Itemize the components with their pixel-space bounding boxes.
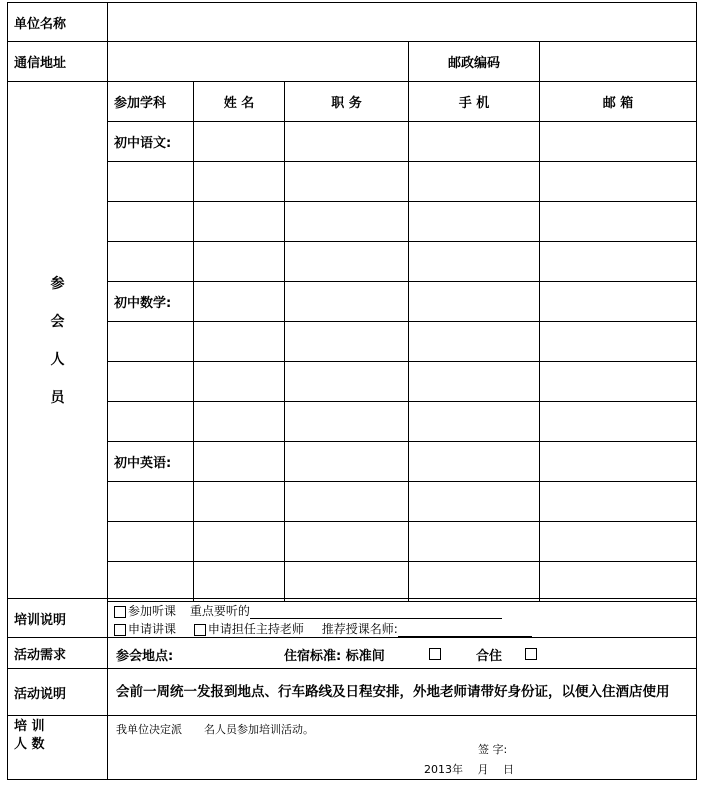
attendee-position-cell[interactable] xyxy=(284,321,409,362)
training-options xyxy=(107,598,697,638)
attendee-position-cell[interactable] xyxy=(284,481,409,522)
attendees-label: 参 会 人 员 xyxy=(7,81,108,599)
attendee-mobile-cell[interactable] xyxy=(408,561,540,602)
attendee-position-cell[interactable] xyxy=(284,201,409,242)
attendee-email-cell[interactable] xyxy=(539,201,697,242)
attendee-position-cell[interactable] xyxy=(284,241,409,282)
header-name: 姓 名 xyxy=(193,81,285,122)
attendee-mobile-cell[interactable] xyxy=(408,161,540,202)
attendee-mobile-cell[interactable] xyxy=(408,201,540,242)
attendee-position-cell[interactable] xyxy=(284,401,409,442)
signature-label: 签 字: xyxy=(478,743,508,756)
subject-label: 初中英语: xyxy=(107,441,194,482)
address-label: 通信地址 xyxy=(7,41,108,82)
attendee-mobile-cell[interactable] xyxy=(408,401,540,442)
attendee-name-cell[interactable] xyxy=(193,361,285,402)
header-position: 职 务 xyxy=(284,81,409,122)
attendee-name-cell[interactable] xyxy=(193,321,285,362)
attendee-email-cell[interactable] xyxy=(539,281,697,322)
recommend-teacher-label: 推荐授课名师: xyxy=(321,622,398,636)
attendee-mobile-cell[interactable] xyxy=(408,361,540,402)
attendee-subject-cell[interactable] xyxy=(107,561,194,602)
address-field[interactable] xyxy=(107,41,409,82)
attendee-position-cell[interactable] xyxy=(284,361,409,402)
unit-name-label: 单位名称 xyxy=(7,2,108,42)
postcode-field[interactable] xyxy=(539,41,697,82)
subject-label: 初中数学: xyxy=(107,281,194,322)
postcode-label: 邮政编码 xyxy=(408,41,540,82)
unit-name-field[interactable] xyxy=(107,2,697,42)
activity-desc-label: 活动说明 xyxy=(7,668,108,716)
attendee-email-cell[interactable] xyxy=(539,561,697,602)
attendee-mobile-cell[interactable] xyxy=(408,521,540,562)
attendee-mobile-cell[interactable] xyxy=(408,281,540,322)
activity-req-label: 活动需求 xyxy=(7,637,108,669)
focus-topic-field[interactable] xyxy=(250,606,502,619)
shared-room-label: 合住 xyxy=(476,649,503,664)
attendee-subject-cell[interactable] xyxy=(107,321,194,362)
attendee-position-cell[interactable] xyxy=(284,521,409,562)
activity-desc-text: 会前一周统一发报到地点、行车路线及日程安排，外地老师请带好身份证，以便入住酒店使用 xyxy=(107,668,697,716)
recommend-teacher-field[interactable] xyxy=(398,624,532,637)
attendee-subject-cell[interactable] xyxy=(107,521,194,562)
attendee-name-cell[interactable] xyxy=(193,201,285,242)
header-mobile: 手 机 xyxy=(408,81,540,122)
header-subject: 参加学科 xyxy=(107,81,194,122)
attendee-position-cell[interactable] xyxy=(284,281,409,322)
attendee-email-cell[interactable] xyxy=(539,121,697,162)
trainee-count-content xyxy=(107,715,697,780)
attendee-name-cell[interactable] xyxy=(193,441,285,482)
attendee-email-cell[interactable] xyxy=(539,321,697,362)
apply-lecture-label: 申请讲课 xyxy=(128,622,177,636)
attendee-name-cell[interactable] xyxy=(193,401,285,442)
standard-room-checkbox[interactable] xyxy=(429,648,441,660)
attendee-email-cell[interactable] xyxy=(539,241,697,282)
attendee-email-cell[interactable] xyxy=(539,401,697,442)
attendee-position-cell[interactable] xyxy=(284,121,409,162)
lodging-label: 住宿标准: 标准间 xyxy=(284,649,385,664)
attendee-name-cell[interactable] xyxy=(193,241,285,282)
attendee-subject-cell[interactable] xyxy=(107,401,194,442)
training-label: 培训说明 xyxy=(7,598,108,638)
attendee-mobile-cell[interactable] xyxy=(408,441,540,482)
attendee-subject-cell[interactable] xyxy=(107,161,194,202)
trainee-count-text: 我单位决定派 名人员参加培训活动。 xyxy=(116,723,314,736)
attend-class-label: 参加听课 xyxy=(128,604,177,618)
apply-host-label: 申请担任主持老师 xyxy=(207,622,304,636)
attendee-subject-cell[interactable] xyxy=(107,241,194,282)
attendee-position-cell[interactable] xyxy=(284,561,409,602)
attendee-name-cell[interactable] xyxy=(193,161,285,202)
attendee-mobile-cell[interactable] xyxy=(408,321,540,362)
attendee-email-cell[interactable] xyxy=(539,441,697,482)
date-line: 2013年 月 日 xyxy=(424,763,514,776)
apply-lecture-checkbox[interactable] xyxy=(114,624,126,636)
attendee-mobile-cell[interactable] xyxy=(408,481,540,522)
attend-class-checkbox[interactable] xyxy=(114,606,126,618)
attendee-subject-cell[interactable] xyxy=(107,481,194,522)
attendee-email-cell[interactable] xyxy=(539,161,697,202)
activity-req-content xyxy=(107,637,697,669)
attendee-name-cell[interactable] xyxy=(193,121,285,162)
attendee-mobile-cell[interactable] xyxy=(408,241,540,282)
venue-label: 参会地点: xyxy=(116,649,174,664)
attendee-subject-cell[interactable] xyxy=(107,361,194,402)
focus-topic-label: 重点要听的 xyxy=(189,604,250,618)
subject-label: 初中语文: xyxy=(107,121,194,162)
header-email: 邮 箱 xyxy=(539,81,697,122)
trainee-count-label: 培 训 人 数 xyxy=(7,715,108,780)
attendee-email-cell[interactable] xyxy=(539,361,697,402)
attendee-email-cell[interactable] xyxy=(539,521,697,562)
attendee-name-cell[interactable] xyxy=(193,281,285,322)
shared-room-checkbox[interactable] xyxy=(525,648,537,660)
attendee-position-cell[interactable] xyxy=(284,161,409,202)
attendee-name-cell[interactable] xyxy=(193,481,285,522)
attendee-name-cell[interactable] xyxy=(193,521,285,562)
attendee-subject-cell[interactable] xyxy=(107,201,194,242)
apply-host-checkbox[interactable] xyxy=(194,624,206,636)
attendee-name-cell[interactable] xyxy=(193,561,285,602)
attendee-email-cell[interactable] xyxy=(539,481,697,522)
attendee-mobile-cell[interactable] xyxy=(408,121,540,162)
attendee-position-cell[interactable] xyxy=(284,441,409,482)
